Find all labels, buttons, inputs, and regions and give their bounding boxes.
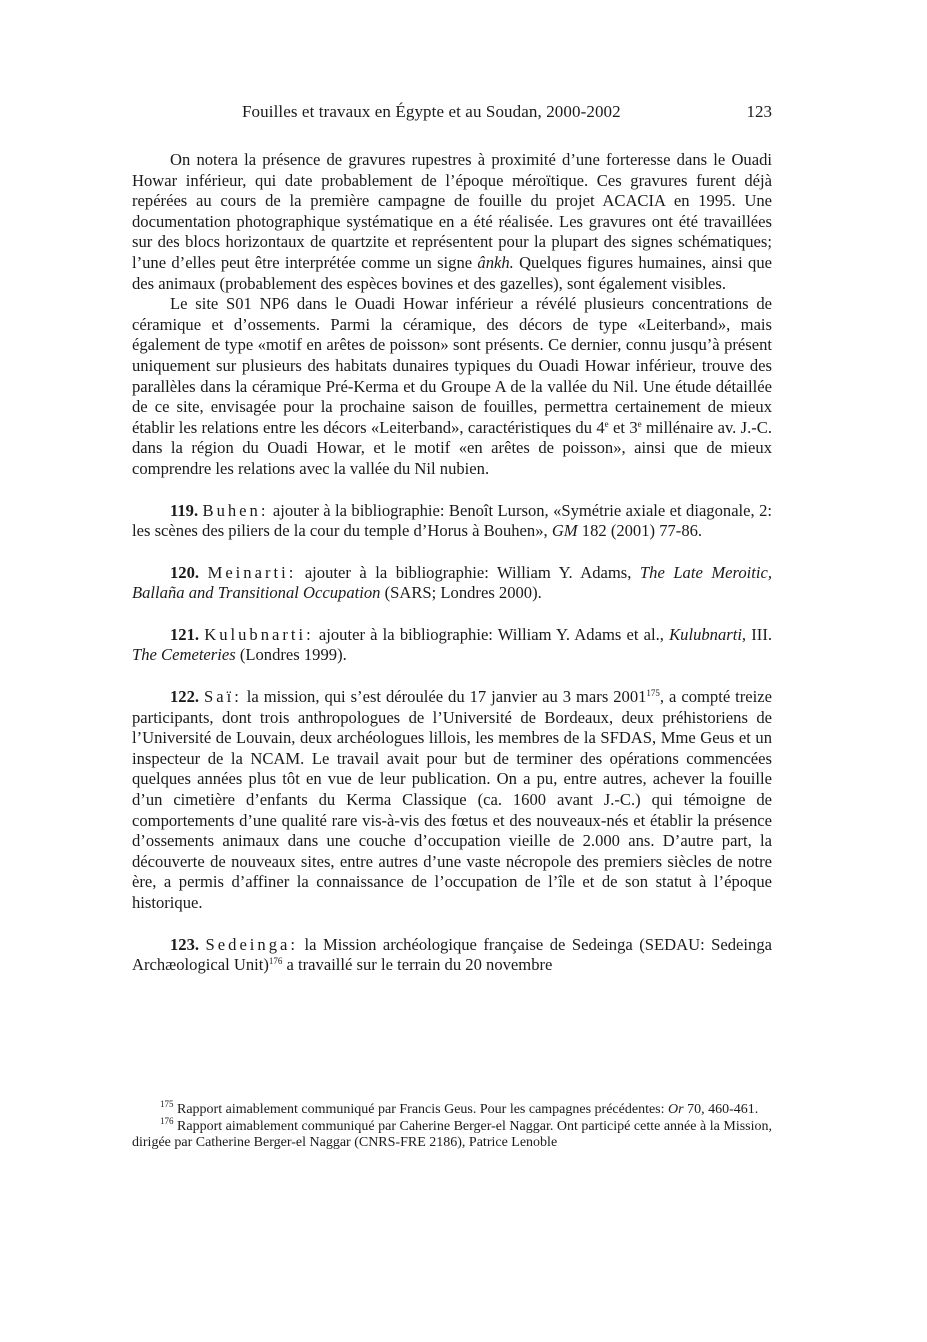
entry-number: 120. [170,562,200,582]
text-run: Quelques figures humaines, ainsi que des animaux (probablement des espèces bovines et des gazelles), sont également visibles. [132,252,772,293]
page-number: 123 [746,102,772,121]
text-run: Rapport aimablement communiqué par Francis Geus. Pour les campagnes précédentes: [173,1102,669,1117]
journal-abbrev: Or [668,1102,684,1117]
footnote-ref[interactable]: 176 [268,956,283,967]
entry-number: 121. [170,624,200,644]
entry-119-buhen [132,501,772,542]
text-run: a travaillé sur le terrain du 20 novembre [282,955,553,975]
text-run: et 3 [608,417,638,437]
text-run: millénaire av. J.-C. dans la région du Ouadi Howar, et le motif «en arêtes de poisson», ainsi que de mieux comprendre les relations avec la vallée du Nil nubien. [132,417,773,478]
entry-120-meinarti [132,563,772,604]
footnote-number: 175 [160,1099,174,1109]
entry-number: 123. [170,934,200,954]
book-title: Kulubnarti, [669,624,747,644]
book-title: The Late Meroitic, Ballaña and Transitional Occupation [132,562,773,603]
footnotes [132,1099,772,1152]
footnote-ref[interactable]: 175 [646,688,660,699]
text-run: (Londres 1999). [235,645,347,665]
text-run: 182 (2001) 77-86. [577,521,703,541]
text-run: 70, 460-461. [683,1102,759,1117]
text-run: la mission, qui s’est déroulée du 17 janvier au 3 mars 2001 [241,687,647,707]
main-text [132,150,772,976]
site-name: Meinarti: [207,562,297,582]
text-run: ajouter à la bibliographie: William Y. Adams, [296,562,640,582]
book-title: The Cemeteries [132,645,236,665]
entry-122-sai [132,687,772,914]
superscript: e [637,418,642,429]
entry-123-sedeinga [132,935,772,976]
footnote-176 [132,1115,772,1152]
site-name: Buhen: [202,500,269,520]
entry-121-kulubnarti [132,625,772,666]
journal-abbrev: GM [551,521,578,541]
entry-number: 122. [170,687,200,707]
paragraph-site-s01-np6 [132,294,772,479]
text-run: III. [746,624,772,644]
running-title: Fouilles et travaux en Égypte et au Soudan, 2000-2002 [242,102,621,121]
superscript: e [604,418,609,429]
italic-term: ânkh. [477,252,514,272]
text-run: (SARS; Londres 2000). [380,583,542,603]
text-run: Le site S01 NP6 dans le Ouadi Howar inférieur a révélé plusieurs concentrations de céramique et d’ossements. Parmi la céramique, des décors de type «Leiterband», mais également de type «motif en arêtes de poisson» sont présents. Ce dernier, connu jusqu’à présent uniquement sur plusieurs des habitats dunaires typiques du Ouadi Howar inférieur, trouve des parallèles dans la céramique Pré-Kerma et du Groupe A de la vallée du Nil. Une étude détaillée de ce site, envisagée pour la prochaine saison de fouilles, permettra certainement de mieux établir les relations entre les décors «Leiterband», caractéristiques du 4 [132,294,772,437]
text-run: la Mission archéologique française de Sedeinga (SEDAU: Sedeinga Archæological Unit) [132,934,772,975]
text-run: , a compté treize participants, dont trois anthropologues de l’Université de Bordeaux, deux préhistoriens de l’Université de Louvain, deux archéologues lillois, les membres de la SFDAS, Mme Geus et un inspecteur de la NCAM. Le travail avait pour but de terminer des opérations commencées quelques années plus tôt en vue de leur publication. On a pu, entre autres, achever la fouille d’un cimetière d’enfants du Kerma Classique (ca. 1600 avant J.-C.) qui témoigne de comportements d’une qualité rare vis-à-vis des fœtus et des nouveaux-nés et établir la présence d’ossements animaux dans une couche d’occupation vieille de 2.000 ans. D’autre part, la découverte de nouveaux sites, entre autres d’une vaste nécropole des premiers siècles de notre ère, a permis d’affiner la connaissance de l’occupation de l’île et de son statut à l’époque historique. [132,687,772,912]
paragraph-petroglyphs [132,150,772,294]
entry-number: 119. [170,500,199,520]
text-run: On notera la présence de gravures rupestres à proximité d’une forteresse dans le Ouadi Howar inférieur, qui date probablement de l’époque méroïtique. Ces gravures furent déjà repérées au cours de la première campagne de fouille du projet ACACIA en 1995. Une documentation photographique systématique en a été réalisée. Les gravures ont été travaillées sur des blocs horizontaux de quartzite et représentent pour la plupart des signes schématiques; l’une d’elles peut être interprétée comme un signe [132,150,772,272]
text-run: ajouter à la bibliographie: William Y. Adams et al., [313,624,670,644]
site-name: Saï: [204,687,242,707]
site-name: Kulubnarti: [204,624,314,644]
text-run: Rapport aimablement communiqué par Caherine Berger-el Naggar. Ont participé cette année à la Mission, dirigée par Catherine Berger-el Naggar (CNRS-FRE 2186), Patrice Lenoble [132,1118,772,1150]
footnote-number: 176 [160,1115,174,1126]
site-name: Sedeinga: [205,934,298,954]
text-run: ajouter à la bibliographie: Benoît Lurson, «Symétrie axiale et diagonale, 2: les scènes des piliers de la cour du temple d’Horus à Bouhen», [132,500,772,541]
footnote-175 [132,1099,772,1119]
